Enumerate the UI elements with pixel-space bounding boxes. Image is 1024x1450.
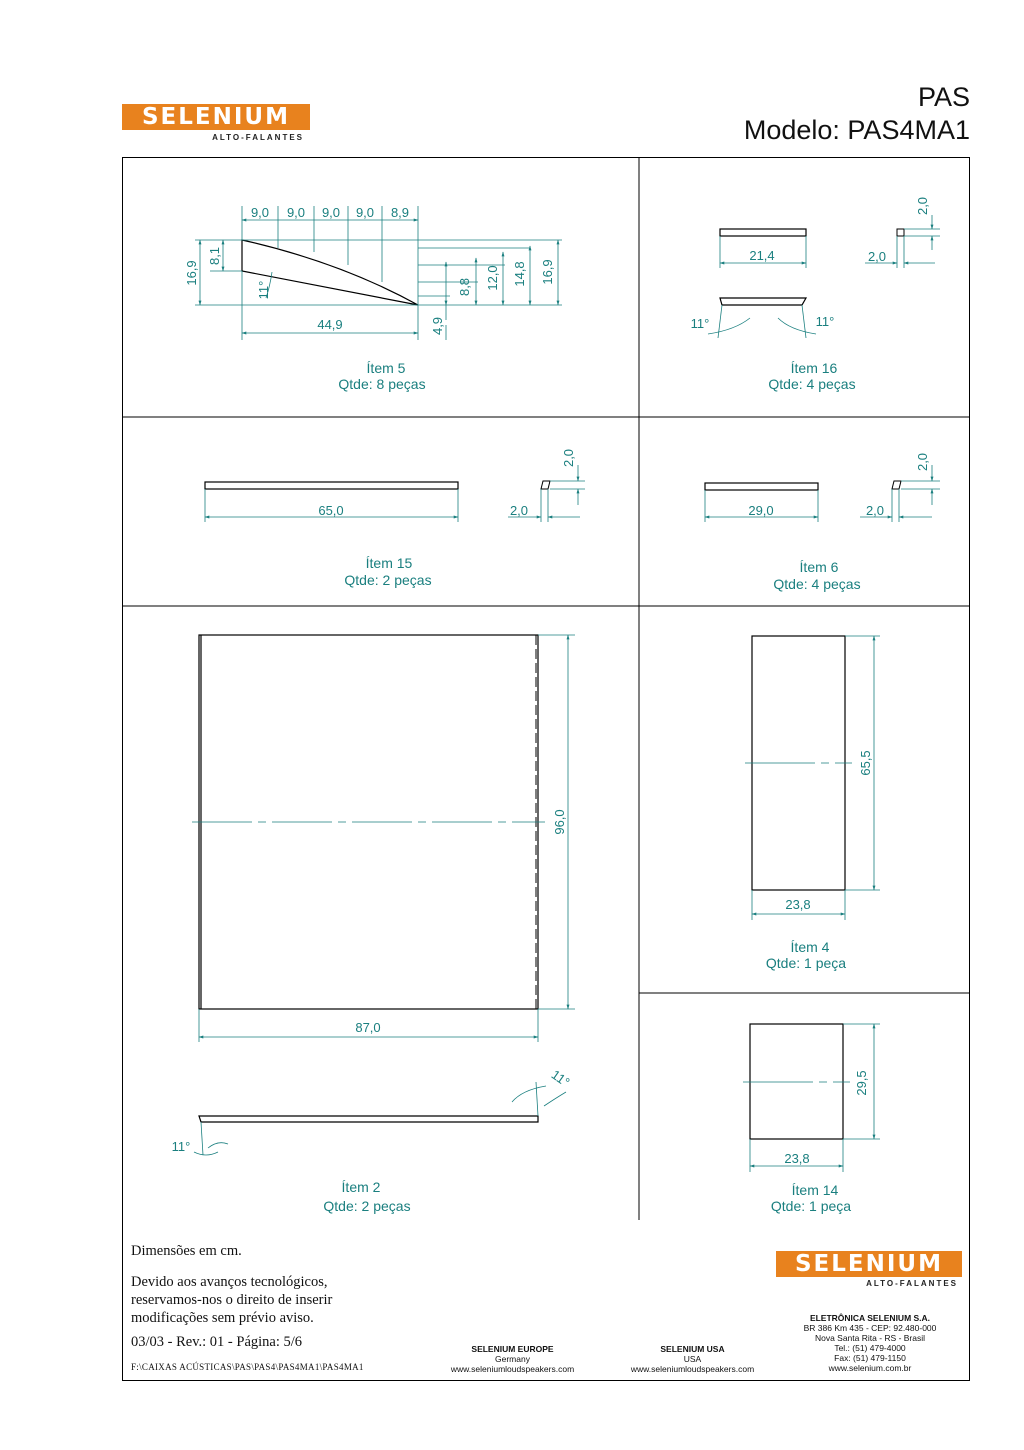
item16-dim-angle-left: 11° xyxy=(690,316,710,331)
usa-name: SELENIUM USA xyxy=(660,1344,725,1354)
logo-text: SELENIUM xyxy=(122,104,310,130)
footer-europe xyxy=(425,1344,600,1374)
item14-dim-height: 29,5 xyxy=(854,1070,869,1096)
usa-country: USA xyxy=(683,1354,702,1364)
brazil-tel: Tel.: (51) 479-4000 xyxy=(834,1343,906,1353)
item2-dim-angle-top: 11° xyxy=(548,1066,573,1090)
item6-drawing xyxy=(705,453,940,522)
item15-drawing xyxy=(205,449,585,522)
item16-drawing xyxy=(691,197,940,338)
item15-label: Ítem 15 xyxy=(365,555,413,571)
item14-qty: Qtde: 1 peça xyxy=(770,1198,852,1214)
item15-dim-thick-v: 2,0 xyxy=(561,448,576,468)
revision-info: 03/03 - Rev.: 01 - Página: 5/6 xyxy=(131,1334,303,1350)
europe-web[interactable]: www.seleniumloudspeakers.com xyxy=(450,1364,575,1374)
item6-qty: Qtde: 4 peças xyxy=(773,576,861,592)
item5-dim-tip: 4,9 xyxy=(430,316,445,336)
item14-drawing xyxy=(743,1024,880,1172)
usa-web[interactable]: www.seleniumloudspeakers.com xyxy=(630,1364,755,1374)
item6-dim-thick-h: 2,0 xyxy=(865,503,885,518)
item5-dim-r1: 8,8 xyxy=(457,277,472,297)
logo-subtitle: ALTO-FALANTES xyxy=(212,133,304,142)
item4-dim-height: 65,5 xyxy=(858,750,873,776)
item5-dim-top-1: 9,0 xyxy=(250,205,270,220)
item2-dim-width: 87,0 xyxy=(355,1020,381,1035)
item5-dim-top-3: 9,0 xyxy=(321,205,341,220)
item16-dim-length: 21,4 xyxy=(749,248,775,263)
item2-drawing xyxy=(172,635,575,1155)
item15-qty: Qtde: 2 peças xyxy=(344,572,432,588)
item16-qty: Qtde: 4 peças xyxy=(768,376,856,392)
item4-label: Ítem 4 xyxy=(790,939,830,955)
item14-label: Ítem 14 xyxy=(791,1182,839,1198)
units-note: Dimensões em cm. xyxy=(131,1243,242,1259)
europe-name: SELENIUM EUROPE xyxy=(471,1344,554,1354)
item5-dim-top-4: 9,0 xyxy=(355,205,375,220)
item4-dim-width: 23,8 xyxy=(785,897,811,912)
item5-dim-r2: 12,0 xyxy=(485,265,500,291)
disclaimer-line-2: reservamos-nos o direito de inserir xyxy=(131,1292,333,1308)
item16-dim-thick-v: 2,0 xyxy=(915,196,930,216)
item5-drawing xyxy=(184,205,562,340)
item15-dim-length: 65,0 xyxy=(318,503,344,518)
item5-dim-left-part: 8,1 xyxy=(207,246,222,266)
footer-brazil xyxy=(780,1313,960,1373)
item2-dim-height: 96,0 xyxy=(552,809,567,835)
logo-text-bottom: SELENIUM xyxy=(776,1251,962,1277)
brazil-web[interactable]: www.selenium.com.br xyxy=(828,1363,912,1373)
disclaimer-line-1: Devido aos avanços tecnológicos, xyxy=(131,1274,328,1290)
item5-dim-angle: 11° xyxy=(256,280,271,300)
brazil-fax: Fax: (51) 479-1150 xyxy=(834,1353,906,1363)
item6-dim-length: 29,0 xyxy=(748,503,774,518)
logo-subtitle-bottom: ALTO-FALANTES xyxy=(866,1279,958,1288)
item6-label: Ítem 6 xyxy=(799,559,839,575)
item5-dim-top-2: 9,0 xyxy=(286,205,306,220)
item5-label: Ítem 5 xyxy=(366,360,406,376)
item16-label: Ítem 16 xyxy=(790,360,838,376)
item6-dim-thick-v: 2,0 xyxy=(915,452,930,472)
doc-title-line2: Modelo: PAS4MA1 xyxy=(743,115,970,145)
item5-dim-r4: 16,9 xyxy=(540,259,555,285)
item16-dim-thick-h: 2,0 xyxy=(867,249,887,264)
item14-dim-width: 23,8 xyxy=(784,1151,810,1166)
brazil-address1: BR 386 Km 435 - CEP: 92.480-000 xyxy=(803,1323,937,1333)
brazil-name: ELETRÔNICA SELENIUM S.A. xyxy=(809,1313,931,1323)
item2-label: Ítem 2 xyxy=(341,1179,381,1195)
doc-title-line1: PAS xyxy=(917,82,970,112)
item5-dim-width: 44,9 xyxy=(317,317,343,332)
item4-qty: Qtde: 1 peça xyxy=(765,955,847,971)
disclaimer-line-3: modificações sem prévio aviso. xyxy=(131,1310,314,1326)
item4-drawing xyxy=(745,636,880,920)
item16-dim-angle-right: 11° xyxy=(815,314,835,329)
item15-dim-thick-h: 2,0 xyxy=(509,503,529,518)
item5-dim-top-5: 8,9 xyxy=(390,205,410,220)
item5-dim-r3: 14,8 xyxy=(512,261,527,287)
item2-qty: Qtde: 2 peças xyxy=(323,1198,411,1214)
item2-dim-angle-bottom: 11° xyxy=(171,1139,191,1154)
file-path: F:\CAIXAS ACÚSTICAS\PAS\PAS4\PAS4MA1\PAS4MA1 xyxy=(131,1362,364,1372)
selenium-logo-bottom xyxy=(776,1251,962,1291)
footer-usa xyxy=(605,1344,780,1374)
brazil-address2: Nova Santa Rita - RS - Brasil xyxy=(814,1333,926,1343)
item5-dim-left-total: 16,9 xyxy=(184,260,199,286)
europe-country: Germany xyxy=(495,1354,530,1364)
item5-qty: Qtde: 8 peças xyxy=(338,376,426,392)
